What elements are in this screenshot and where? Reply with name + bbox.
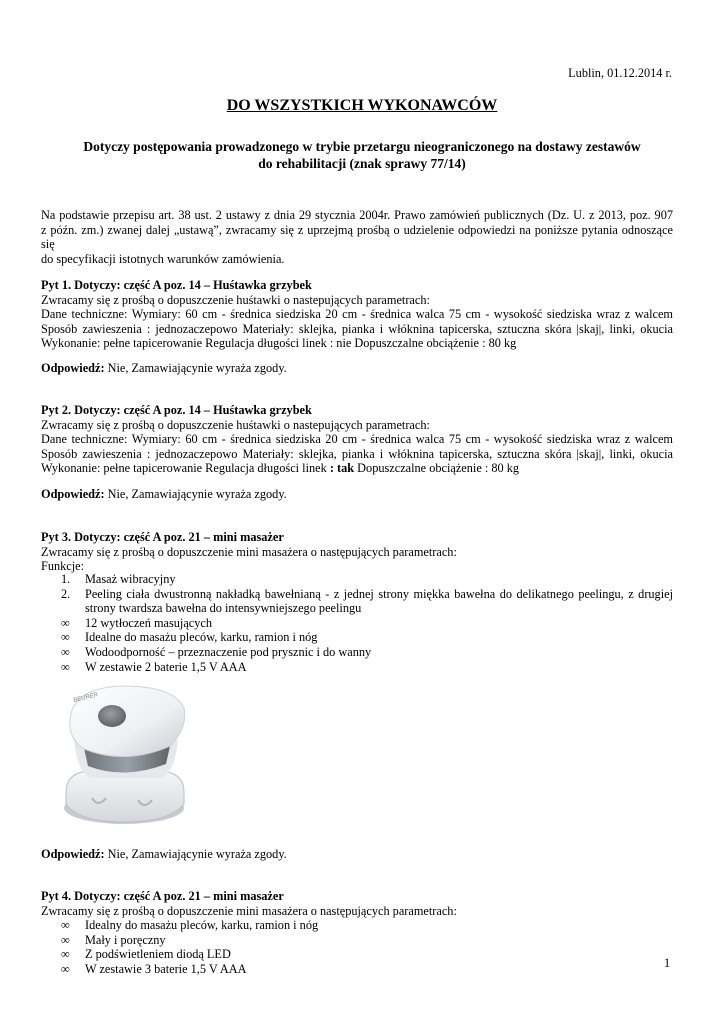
list-item: [41, 947, 673, 962]
question-2-line-4-b: : tak: [329, 461, 355, 476]
question-2: [41, 403, 673, 476]
intro-line-3: do specyfikacji istotnych warunków zamówienia.: [41, 251, 285, 266]
list-item-text: Mały i poręczny: [85, 932, 166, 947]
list-item-text-continued: strony twardsza bawełna do intensywniejszego peelingu: [85, 601, 362, 616]
list-marker: 1.: [61, 572, 71, 586]
list-item: [41, 572, 673, 587]
answer-2-label: Odpowiedź:: [41, 487, 105, 501]
question-2-heading: Pyt 2. Dotyczy: część A poz. 14 – Huśtawka grzybek: [41, 403, 312, 417]
list-item: [41, 645, 673, 660]
question-3-heading: Pyt 3. Dotyczy: część A poz. 21 – mini masażer: [41, 530, 284, 544]
answer-2-text: Nie, Zamawiającynie wyraża zgody.: [104, 487, 287, 501]
intro-line-1: Na podstawie przepisu art. 38 ust. 2 ustawy z dnia 29 stycznia 2004r. Prawo zamówień publicznych (Dz. U. z 2013, poz. 907: [41, 208, 673, 222]
answer-2: [41, 487, 673, 502]
list-item: [41, 660, 673, 675]
answer-3-text: Nie, Zamawiającynie wyraża zgody.: [104, 847, 287, 861]
list-item-text: W zestawie 2 baterie 1,5 V AAA: [85, 659, 247, 674]
question-3-list: [41, 572, 673, 674]
list-item-text: Wodoodporność – przeznaczenie pod prysznic i do wanny: [85, 644, 372, 659]
question-1-line-1: Zwracamy się z prośbą o dopuszczenie huśtawki o nastepujących parametrach:: [41, 292, 430, 307]
mini-massager-image: [52, 680, 202, 832]
list-item-text: 12 wytłoczeń masujących: [85, 615, 213, 630]
question-2-line-4-a: Wykonanie: pełne tapicerowanie Regulacja długości linek: [41, 461, 330, 476]
infinity-bullet-icon: ∞: [61, 615, 70, 630]
list-item: [41, 587, 673, 616]
question-3: [41, 530, 673, 574]
list-item-text: Idealne do masażu pleców, karku, ramion i nóg: [85, 630, 318, 645]
question-4-line-1: Zwracamy się z prośbą o dopuszczenie mini masażera o następujących parametrach:: [41, 903, 457, 918]
subject-line-1: Dotyczy postępowania prowadzonego w trybie przetargu nieograniczonego na dostawy zestawów: [83, 139, 641, 154]
question-2-line-4-c: Dopuszczalne obciążenie : 80 kg: [354, 461, 520, 476]
question-3-line-2: Funkcje:: [41, 559, 85, 574]
infinity-bullet-icon: ∞: [61, 630, 70, 645]
question-1: [41, 278, 673, 351]
question-2-line-1: Zwracamy się z prośbą o dopuszczenie huśtawki o nastepujących parametrach:: [41, 417, 430, 432]
question-2-line-4: [41, 461, 673, 476]
list-item: [41, 918, 673, 933]
infinity-bullet-icon: ∞: [61, 644, 70, 659]
list-item-text: W zestawie 3 baterie 1,5 V AAA: [85, 961, 247, 976]
list-item-text: Peeling ciała dwustronną nakładką bawełnianą - z jednej strony miękka bawełna do delikatnego peelingu, z drugiej: [85, 586, 673, 601]
list-item: [41, 962, 673, 977]
question-1-line-4: Wykonanie: pełne tapicerowanie Regulacja długości linek : nie Dopuszczalne obciążenie : 80 kg: [41, 336, 517, 351]
question-4-list: [41, 918, 673, 976]
question-1-heading: Pyt 1. Dotyczy: część A poz. 14 – Huśtawka grzybek: [41, 278, 312, 292]
list-marker: 2.: [61, 586, 71, 601]
infinity-bullet-icon: ∞: [61, 961, 70, 976]
answer-1-label: Odpowiedź:: [41, 361, 105, 375]
list-item-text: Z podświetleniem diodą LED: [85, 947, 231, 962]
list-item-text: Idealny do masażu pleców, karku, ramion i nóg: [85, 918, 319, 932]
intro-line-2: z późn. zm.) zwanej dalej „ustawą”, zwracamy się z uprzejmą prośbą o udzielenie odpowiedzi na poniższe pytania odnoszące się: [41, 222, 673, 252]
intro-paragraph: [41, 208, 673, 266]
list-item: [41, 616, 673, 631]
infinity-bullet-icon: ∞: [61, 659, 70, 674]
document-title: DO WSZYSTKICH WYKONAWCÓW: [226, 97, 498, 114]
list-item: [41, 630, 673, 645]
answer-3-label: Odpowiedź:: [41, 847, 105, 861]
infinity-bullet-icon: ∞: [61, 932, 70, 947]
answer-1-text: Nie, Zamawiającynie wyraża zgody.: [104, 361, 287, 375]
brand-label: BEURER: [73, 692, 99, 704]
answer-1: [41, 361, 673, 376]
question-2-line-3: Sposób zawieszenia : jednozaczepowo Materiały: sklejka, pianka i włóknina tapicerska, sztuczna skóra |skaj|, linki, okucia: [41, 446, 673, 461]
infinity-bullet-icon: ∞: [61, 918, 70, 932]
subject-line-2: do rehabilitacji (znak sprawy 77/14): [258, 156, 466, 171]
list-item: [41, 933, 673, 948]
document-date: Lublin, 01.12.2014 r.: [568, 66, 672, 80]
infinity-bullet-icon: ∞: [61, 947, 70, 962]
question-1-line-2: Dane techniczne: Wymiary: 60 cm - średnica siedziska 20 cm - średnica walca 75 cm - wysokość siedziska wraz z walcem: [41, 307, 673, 322]
document-subject: [60, 138, 664, 172]
page-number: 1: [664, 956, 671, 970]
question-2-line-2: Dane techniczne: Wymiary: 60 cm - średnica siedziska 20 cm - średnica walca 75 cm - wysokość siedziska wraz z walcem: [41, 432, 673, 447]
question-4: [41, 889, 673, 918]
list-item-text: Masaż wibracyjny: [85, 572, 176, 586]
question-4-heading: Pyt 4. Dotyczy: część A poz. 21 – mini masażer: [41, 889, 284, 903]
question-1-line-3: Sposób zawieszenia : jednozaczepowo Materiały: sklejka, pianka i włóknina tapicerska, sztuczna skóra |skaj|, linki, okucia: [41, 321, 673, 336]
answer-3: [41, 847, 673, 862]
question-3-line-1: Zwracamy się z prośbą o dopuszczenie mini masażera o następujących parametrach:: [41, 544, 457, 559]
